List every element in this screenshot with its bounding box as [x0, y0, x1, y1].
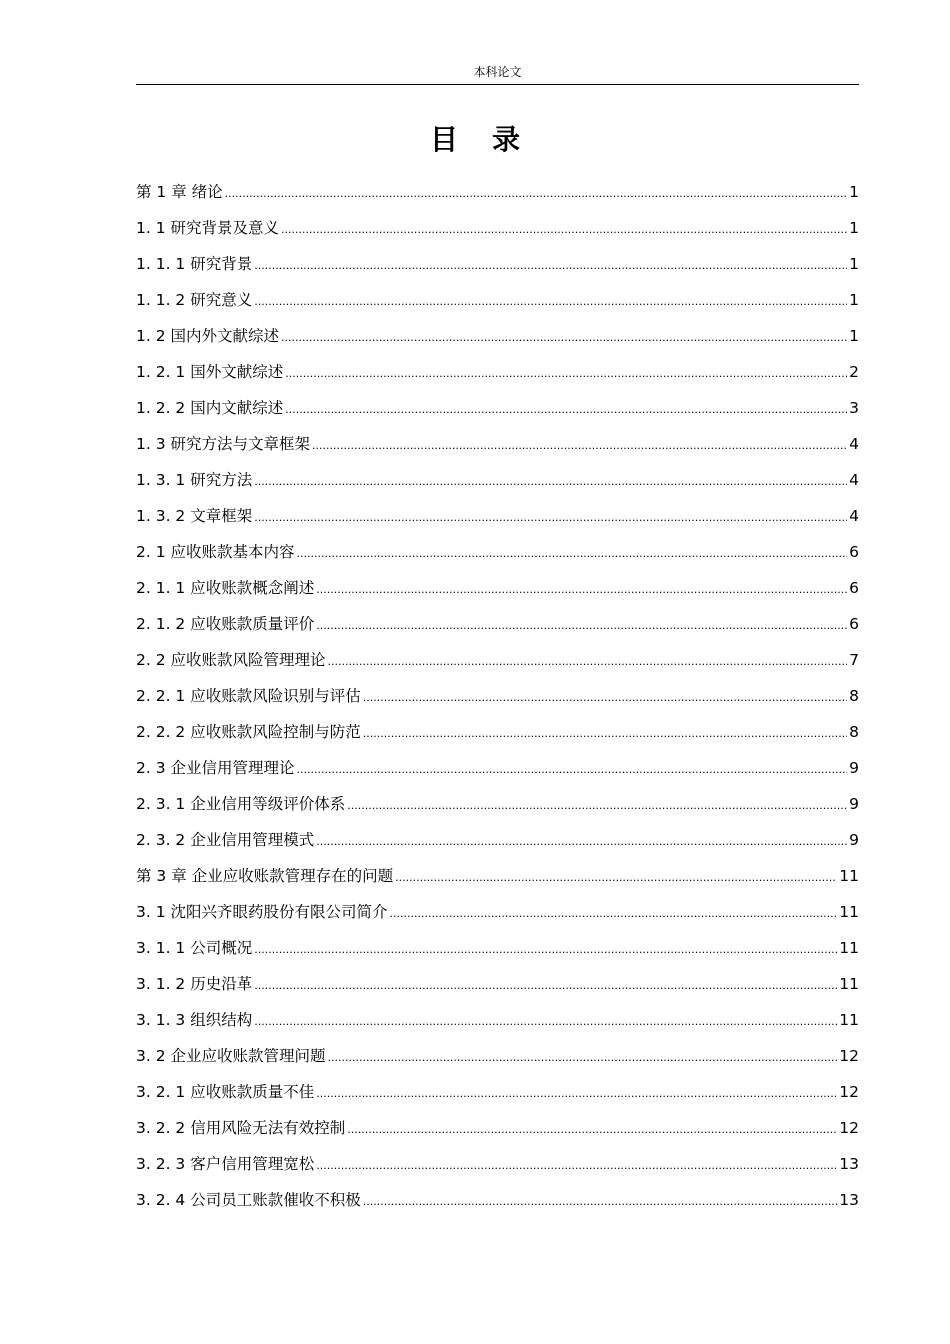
- toc-entry-page: 7: [849, 651, 859, 669]
- toc-dot-leader: [347, 1113, 837, 1147]
- toc-entry-page: 12: [839, 1119, 859, 1137]
- toc-entry-page: 9: [849, 795, 859, 813]
- toc-entry-label: 3. 2. 2 信用风险无法有效控制: [136, 1119, 346, 1137]
- toc-entry-label: 2. 1. 2 应收账款质量评价: [136, 615, 315, 633]
- toc-title: 目录: [429, 123, 554, 156]
- toc-dot-leader: [363, 1185, 838, 1219]
- toc-entry-page: 8: [849, 723, 859, 741]
- toc-entry[interactable]: [136, 823, 859, 859]
- toc-entry-page: 13: [839, 1191, 859, 1209]
- toc-dot-leader: [285, 393, 847, 427]
- toc-entry[interactable]: [136, 175, 859, 211]
- toc-entry[interactable]: [136, 1183, 859, 1219]
- toc-entry[interactable]: [136, 1075, 859, 1111]
- toc-entry-label: 1. 3. 2 文章框架: [136, 507, 253, 525]
- toc-entry-label: 2. 3 企业信用管理理论: [136, 759, 295, 777]
- toc-entry-page: 11: [839, 939, 859, 957]
- toc-entry-label: 2. 3. 2 企业信用管理模式: [136, 831, 315, 849]
- toc-entry-page: 6: [849, 543, 859, 561]
- toc-entry-page: 6: [849, 579, 859, 597]
- toc-entry-page: 1: [849, 327, 859, 345]
- toc-entry-page: 11: [839, 867, 859, 885]
- toc-entry-label: 1. 1. 2 研究意义: [136, 291, 253, 309]
- toc-entry-page: 11: [839, 903, 859, 921]
- toc-entry[interactable]: [136, 751, 859, 787]
- toc-entry-page: 6: [849, 615, 859, 633]
- toc-dot-leader: [316, 1149, 837, 1183]
- toc-entry-label: 1. 2. 1 国外文献综述: [136, 363, 284, 381]
- toc-dot-leader: [328, 645, 848, 679]
- toc-dot-leader: [363, 681, 847, 715]
- toc-dot-leader: [297, 537, 848, 571]
- toc-dot-leader: [254, 969, 837, 1003]
- toc-entry[interactable]: [136, 895, 859, 931]
- toc-dot-leader: [254, 249, 847, 283]
- toc-entry[interactable]: [136, 967, 859, 1003]
- toc-entry[interactable]: [136, 859, 859, 895]
- toc-entry[interactable]: [136, 211, 859, 247]
- toc-entry-label: 1. 3. 1 研究方法: [136, 471, 253, 489]
- toc-entry-label: 2. 2. 2 应收账款风险控制与防范: [136, 723, 361, 741]
- toc-dot-leader: [316, 573, 847, 607]
- toc-entry-page: 1: [849, 291, 859, 309]
- toc-entry-page: 4: [849, 471, 859, 489]
- toc-dot-leader: [363, 717, 847, 751]
- toc-entry[interactable]: [136, 1003, 859, 1039]
- toc-dot-leader: [281, 213, 847, 247]
- toc-dot-leader: [390, 897, 838, 931]
- toc-entry[interactable]: [136, 607, 859, 643]
- toc-entry[interactable]: [136, 787, 859, 823]
- toc-entry-label: 1. 2 国内外文献综述: [136, 327, 280, 345]
- toc-dot-leader: [328, 1041, 838, 1075]
- toc-entry[interactable]: [136, 283, 859, 319]
- toc-entry-page: 12: [839, 1083, 859, 1101]
- toc-entry-page: 9: [849, 759, 859, 777]
- header-text: 本科论文: [473, 65, 522, 79]
- toc-entry[interactable]: [136, 319, 859, 355]
- toc-entry-label: 2. 2 应收账款风险管理理论: [136, 651, 326, 669]
- toc-entry-label: 2. 1. 1 应收账款概念阐述: [136, 579, 315, 597]
- toc-entry-label: 3. 2. 1 应收账款质量不佳: [136, 1083, 315, 1101]
- toc-entry-label: 2. 1 应收账款基本内容: [136, 543, 295, 561]
- toc-entry-label: 3. 1. 2 历史沿革: [136, 975, 253, 993]
- toc-entry-page: 4: [849, 435, 859, 453]
- toc-entry-page: 11: [839, 1011, 859, 1029]
- toc-dot-leader: [395, 861, 837, 895]
- toc-entry[interactable]: [136, 535, 859, 571]
- toc-entry[interactable]: [136, 571, 859, 607]
- toc-entry[interactable]: [136, 427, 859, 463]
- toc-dot-leader: [281, 321, 847, 355]
- toc-entry[interactable]: [136, 1111, 859, 1147]
- toc-entry-label: 3. 2. 4 公司员工账款催收不积极: [136, 1191, 361, 1209]
- toc-entry-label: 2. 3. 1 企业信用等级评价体系: [136, 795, 346, 813]
- toc-entry-page: 4: [849, 507, 859, 525]
- toc-dot-leader: [254, 501, 847, 535]
- toc-dot-leader: [316, 609, 847, 643]
- toc-dot-leader: [316, 825, 847, 859]
- toc-entry-page: 13: [839, 1155, 859, 1173]
- toc-entry-label: 3. 1 沈阳兴齐眼药股份有限公司简介: [136, 903, 388, 921]
- toc-entry[interactable]: [136, 355, 859, 391]
- toc-entry-page: 1: [849, 183, 859, 201]
- toc-entry[interactable]: [136, 391, 859, 427]
- toc-entry-page: 9: [849, 831, 859, 849]
- toc-entry-page: 1: [849, 219, 859, 237]
- table-of-contents: [136, 175, 859, 1219]
- toc-dot-leader: [254, 1005, 837, 1039]
- toc-dot-leader: [297, 753, 848, 787]
- page-header: [136, 60, 859, 85]
- toc-entry-page: 1: [849, 255, 859, 273]
- toc-entry-label: 3. 1. 1 公司概况: [136, 939, 253, 957]
- toc-entry-label: 第 1 章 绪论: [136, 183, 223, 201]
- toc-dot-leader: [225, 177, 847, 211]
- toc-entry-label: 1. 3 研究方法与文章框架: [136, 435, 311, 453]
- toc-entry-label: 1. 1 研究背景及意义: [136, 219, 280, 237]
- toc-dot-leader: [254, 285, 847, 319]
- toc-dot-leader: [285, 357, 847, 391]
- toc-entry-label: 3. 2. 3 客户信用管理宽松: [136, 1155, 315, 1173]
- toc-entry-page: 11: [839, 975, 859, 993]
- toc-entry[interactable]: [136, 1039, 859, 1075]
- toc-entry[interactable]: [136, 247, 859, 283]
- toc-dot-leader: [254, 933, 837, 967]
- toc-entry-page: 12: [839, 1047, 859, 1065]
- toc-entry[interactable]: [136, 643, 859, 679]
- toc-entry[interactable]: [136, 715, 859, 751]
- toc-dot-leader: [312, 429, 847, 463]
- toc-entry-label: 3. 2 企业应收账款管理问题: [136, 1047, 326, 1065]
- toc-entry-label: 1. 1. 1 研究背景: [136, 255, 253, 273]
- toc-entry-page: 3: [849, 399, 859, 417]
- toc-dot-leader: [316, 1077, 837, 1111]
- toc-entry-page: 2: [849, 363, 859, 381]
- toc-entry[interactable]: [136, 1147, 859, 1183]
- toc-entry-page: 8: [849, 687, 859, 705]
- toc-entry[interactable]: [136, 679, 859, 715]
- toc-entry-label: 3. 1. 3 组织结构: [136, 1011, 253, 1029]
- toc-entry[interactable]: [136, 931, 859, 967]
- toc-dot-leader: [254, 465, 847, 499]
- toc-dot-leader: [347, 789, 847, 823]
- toc-entry-label: 第 3 章 企业应收账款管理存在的问题: [136, 867, 394, 885]
- toc-entry[interactable]: [136, 463, 859, 499]
- toc-entry-label: 1. 2. 2 国内文献综述: [136, 399, 284, 417]
- toc-entry-label: 2. 2. 1 应收账款风险识别与评估: [136, 687, 361, 705]
- toc-entry[interactable]: [136, 499, 859, 535]
